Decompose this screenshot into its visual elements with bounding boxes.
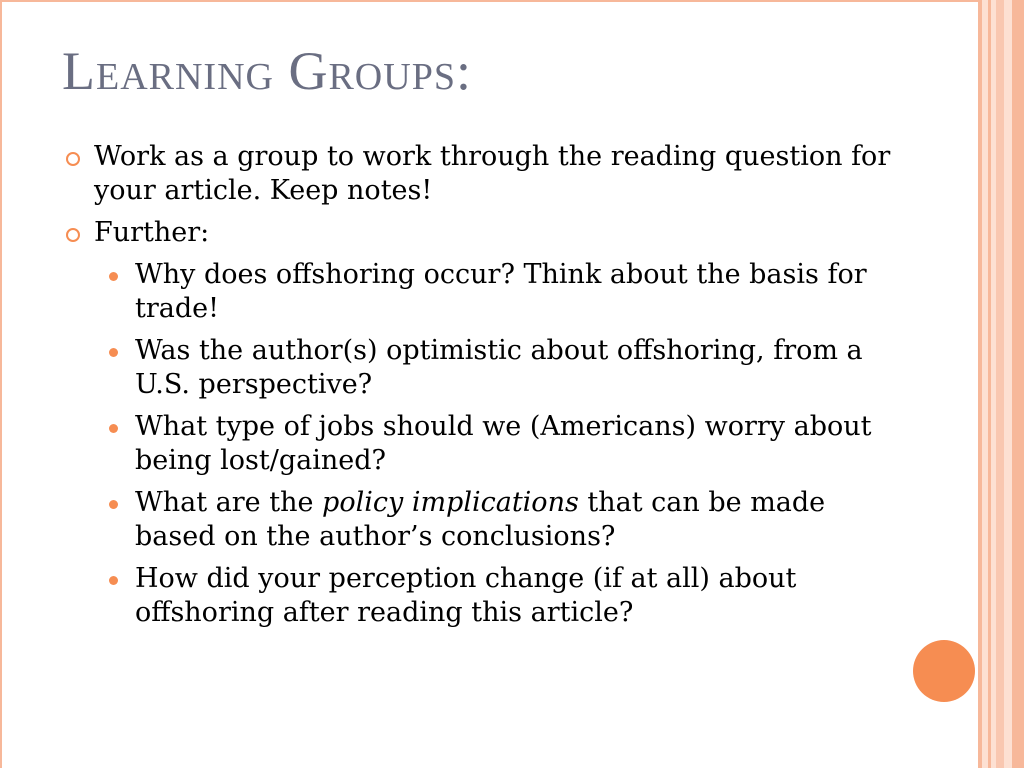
sub-bullet-emphasis: policy implications [322,487,579,518]
decorative-stripe [1012,0,1024,768]
sub-bullet-item [62,562,912,630]
filled-circle-bullet-icon [109,576,118,585]
decorative-stripe [1004,0,1012,768]
sub-bullet-item [62,258,912,326]
filled-circle-bullet-icon [109,500,118,509]
sub-bullet-item [62,334,912,402]
slide-frame-left [0,0,2,768]
sub-bullet-text: What type of jobs should we (Americans) worry about being lost/gained? [135,411,872,476]
hollow-circle-bullet-icon [66,152,80,166]
slide-title: Learning Groups: [62,41,472,101]
sub-bullet-text-before: What are the [135,487,323,518]
orange-circle-decoration [913,640,975,702]
slide-frame-top [0,0,1024,2]
bullet-item [62,140,912,208]
filled-circle-bullet-icon [109,272,118,281]
filled-circle-bullet-icon [109,424,118,433]
decorative-stripe [996,0,1004,768]
bullet-item [62,216,912,250]
sub-bullet-text: Why does offshoring occur? Think about the basis for trade! [135,259,867,324]
hollow-circle-bullet-icon [66,228,80,242]
sub-bullet-text: How did your perception change (if at all) about offshoring after reading this article? [135,563,797,628]
slide-body [62,140,912,638]
sub-bullet-item [62,410,912,478]
sub-bullet-item [62,486,912,554]
bullet-text: Work as a group to work through the reading question for your article. Keep notes! [94,141,891,206]
bullet-text: Further: [94,217,210,248]
sub-bullet-text-after: that can be made based on the author’s conclusions? [135,487,826,552]
sub-bullet-text: Was the author(s) optimistic about offshoring, from a U.S. perspective? [135,335,863,400]
filled-circle-bullet-icon [109,348,118,357]
